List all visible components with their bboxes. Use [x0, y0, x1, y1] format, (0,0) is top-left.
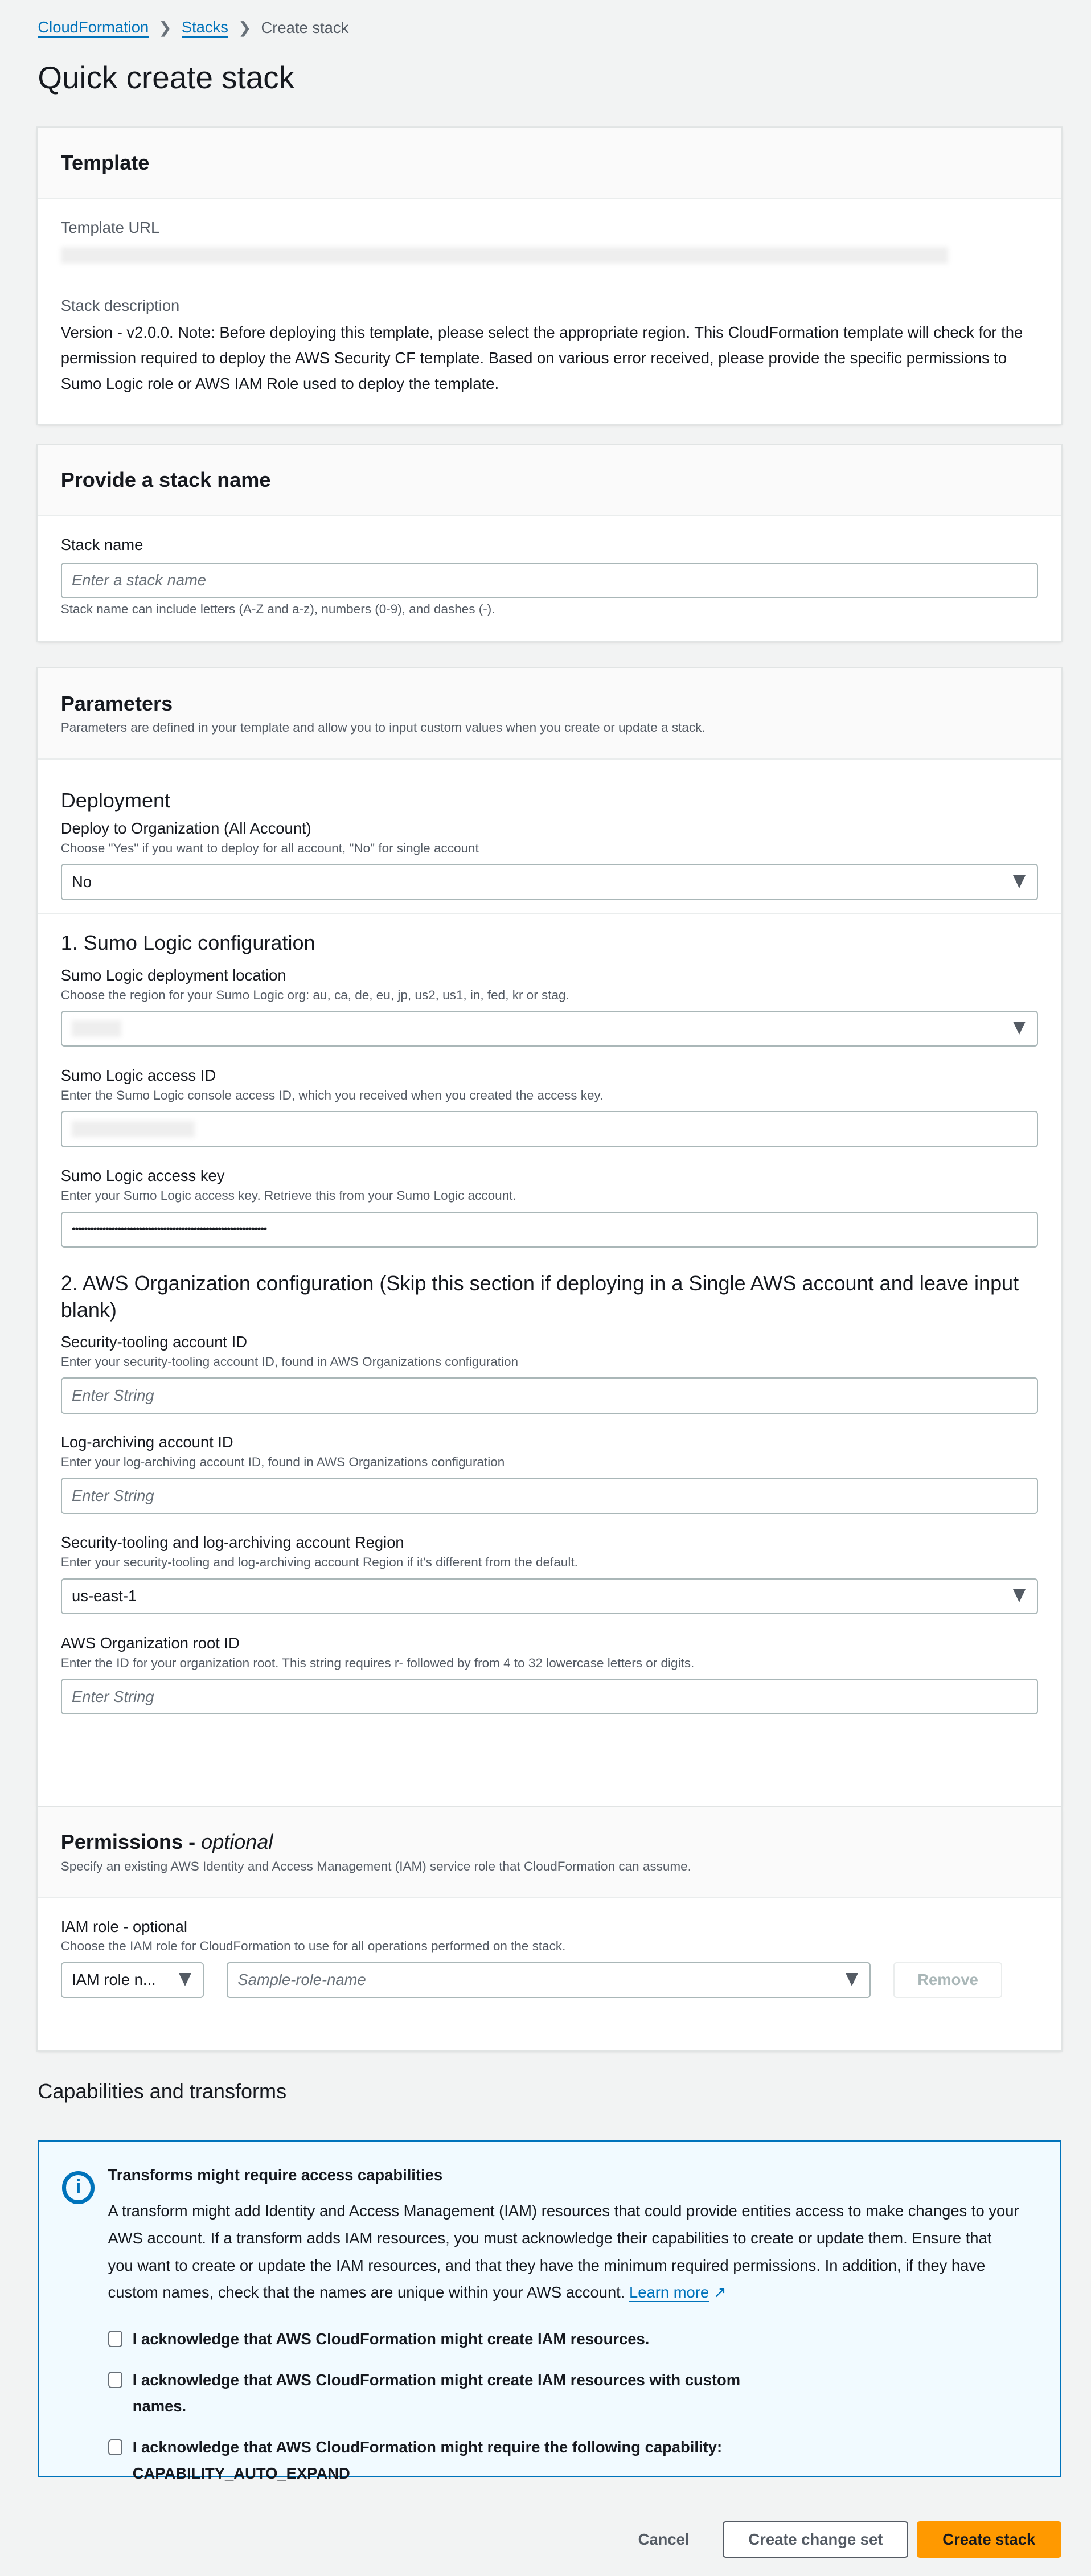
checkbox-label: I acknowledge that AWS CloudFormation might create IAM resources. — [132, 2329, 650, 2348]
checkbox-label: I acknowledge that AWS CloudFormation might require the following capability: CAPABILITY_AUTO_EXPAND — [132, 2438, 723, 2483]
checkbox-label: I acknowledge that AWS CloudFormation might create IAM resources with custom names. — [132, 2370, 741, 2415]
template-url-value — [61, 247, 1039, 268]
section-title: 1. Sumo Logic configuration — [60, 930, 315, 954]
field-hint: Enter the ID for your organization root. This string requires r- followed by from 4 to 32 lowercase letters or digits. — [60, 1655, 695, 1670]
placeholder: Sample-role-name — [237, 1971, 366, 1989]
create-stack-button[interactable]: Create stack — [917, 2521, 1061, 2557]
masked-value: •••••••••••••••••••••••••••••••••••••••••••••••••••••••••••••••• — [72, 1223, 266, 1236]
caret-down-icon — [1013, 1589, 1026, 1602]
log-archiving-id-input[interactable] — [61, 1478, 1039, 1513]
field-label: Sumo Logic access ID — [60, 1067, 216, 1085]
chevron-right-icon: ❯ — [238, 18, 252, 36]
sumo-access-id-input[interactable] — [61, 1111, 1039, 1147]
info-alert — [38, 2140, 1061, 2483]
sumo-access-key-input[interactable] — [61, 1212, 1039, 1248]
breadcrumb — [38, 18, 348, 38]
permissions-panel — [38, 1807, 1061, 2050]
breadcrumb-stacks[interactable]: Stacks — [182, 18, 228, 38]
page-title: Quick create stack — [38, 59, 295, 95]
stack-description: Version - v2.0.0. Note: Before deploying this template, please select the appropriate region. This CloudFormation template will check for the permission required to deploy the AWS Security CF template. Based on various error received, please provide the specific permissions to Sumo Logic role or AWS IAM Role used to deploy the template. — [60, 323, 1023, 392]
caret-down-icon — [846, 1973, 858, 1986]
sumo-location-select[interactable] — [61, 1011, 1039, 1047]
stack-name-panel — [38, 445, 1061, 641]
create-change-set-button[interactable]: Create change set — [723, 2521, 908, 2557]
select-value: us-east-1 — [72, 1587, 137, 1605]
template-panel — [38, 128, 1061, 424]
panel-subtitle: Specify an existing AWS Identity and Access Management (IAM) service role that CloudFormation can assume. — [60, 1859, 691, 1873]
alert-title: Transforms might require access capabilities — [108, 2166, 443, 2184]
region-select[interactable] — [61, 1578, 1039, 1614]
org-root-id-input[interactable] — [61, 1679, 1039, 1714]
panel-subtitle: Parameters are defined in your template and allow you to input custom values when you create or update a stack. — [60, 720, 706, 735]
field-label: Security-tooling account ID — [60, 1332, 248, 1351]
stack-name-label: Stack name — [60, 536, 143, 554]
field-label: AWS Organization root ID — [60, 1634, 240, 1652]
info-icon: i — [62, 2171, 95, 2204]
capabilities-title: Capabilities and transforms — [38, 2079, 287, 2103]
ack-custom-names-checkbox[interactable] — [108, 2367, 765, 2419]
placeholder: Enter String — [72, 1386, 154, 1404]
chevron-right-icon: ❯ — [158, 18, 172, 36]
section-title: 2. AWS Organization configuration (Skip this section if deploying in a Single AWS account and leave input blank) — [60, 1271, 1019, 1322]
placeholder: Enter a stack name — [72, 571, 206, 589]
breadcrumb-cloudformation[interactable]: CloudFormation — [38, 18, 149, 38]
ack-auto-expand-checkbox[interactable] — [108, 2434, 765, 2487]
field-hint: Choose "Yes" if you want to deploy for all account, "No" for single account — [60, 840, 479, 855]
field-hint: Enter your security-tooling and log-archiving account Region if it's different from the default. — [60, 1555, 578, 1570]
field-hint: Enter your Sumo Logic access key. Retrieve this from your Sumo Logic account. — [60, 1188, 516, 1203]
placeholder: Enter String — [72, 1487, 154, 1505]
field-hint: Enter the Sumo Logic console access ID, which you received when you created the access key. — [60, 1088, 604, 1102]
field-hint: Enter your log-archiving account ID, found in AWS Organizations configuration — [60, 1454, 505, 1469]
caret-down-icon — [179, 1973, 191, 1986]
alert-text: A transform might add Identity and Access Management (IAM) resources that could provide entities access to make changes to your AWS account. If a transform adds IAM resources, you must acknowledge their capabilities to create or update them. Ensure that you want to create or update the IAM resources, and that they have the minimum required permissions. In addition, if they have custom names, check that the names are unique within your AWS account. Learn more ↗ — [108, 2202, 1019, 2302]
field-hint: Choose the region for your Sumo Logic org: au, ca, de, eu, jp, us2, us1, in, fed, kr or stag. — [60, 987, 569, 1002]
security-tooling-id-input[interactable] — [61, 1377, 1039, 1413]
panel-title: Template — [60, 151, 150, 175]
stack-name-hint: Stack name can include letters (A-Z and a-z), numbers (0-9), and dashes (-). — [60, 601, 495, 616]
iam-role-select[interactable] — [227, 1962, 871, 1998]
parameters-panel — [38, 668, 1061, 1807]
stack-description-label: Stack description — [60, 297, 180, 315]
caret-down-icon — [1013, 875, 1026, 888]
iam-role-type-select[interactable] — [61, 1962, 204, 1998]
external-link-icon: ↗ — [713, 2283, 727, 2302]
remove-button[interactable]: Remove — [893, 1962, 1002, 1998]
field-label: Log-archiving account ID — [60, 1433, 233, 1451]
field-label: Sumo Logic access key — [60, 1167, 225, 1185]
field-label: Sumo Logic deployment location — [60, 966, 286, 984]
deploy-org-select[interactable] — [61, 864, 1039, 900]
field-label: Security-tooling and log-archiving account Region — [60, 1533, 404, 1552]
field-hint: Enter your security-tooling account ID, found in AWS Organizations configuration — [60, 1354, 519, 1369]
panel-title: Provide a stack name — [60, 468, 271, 492]
panel-title: Permissions - optional — [60, 1830, 273, 1853]
field-hint: Choose the IAM role for CloudFormation to use for all operations performed on the stack. — [60, 1939, 566, 1954]
breadcrumb-current: Create stack — [261, 18, 349, 36]
select-value: No — [72, 872, 92, 891]
caret-down-icon — [1013, 1022, 1026, 1035]
field-label: Deploy to Organization (All Account) — [60, 819, 311, 838]
template-url-label: Template URL — [60, 219, 160, 237]
panel-title: Parameters — [60, 691, 173, 715]
section-title: Deployment — [60, 789, 171, 813]
placeholder: Enter String — [72, 1687, 154, 1705]
select-value: IAM role n... — [72, 1971, 156, 1989]
learn-more-link[interactable]: Learn more — [629, 2283, 709, 2302]
ack-iam-checkbox[interactable] — [108, 2326, 765, 2352]
stack-name-input[interactable] — [61, 563, 1039, 598]
cancel-button[interactable]: Cancel — [638, 2530, 690, 2549]
field-label: IAM role - optional — [60, 1917, 187, 1935]
